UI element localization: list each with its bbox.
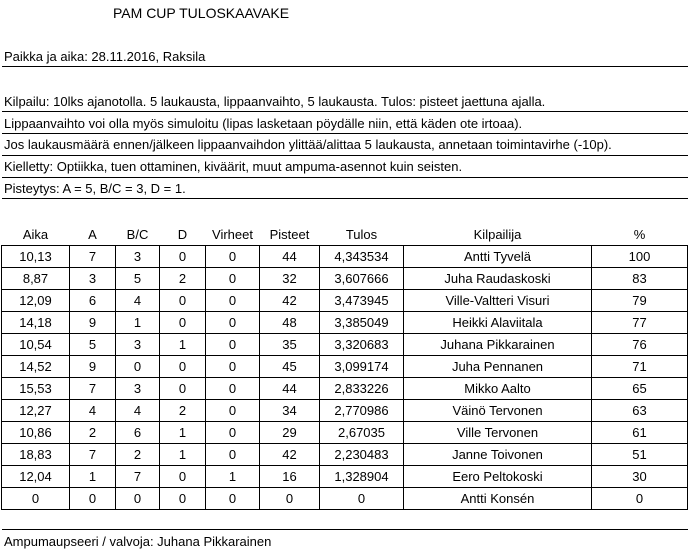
cell-d: 2 [160, 268, 206, 290]
cell-a: 7 [70, 378, 116, 400]
cell-kilpailija: Ville-Valtteri Visuri [404, 290, 592, 312]
cell-kilpailija: Mikko Aalto [404, 378, 592, 400]
table-row [2, 334, 688, 356]
cell-pisteet: 48 [260, 312, 320, 334]
cell-kilpailija: Väinö Tervonen [404, 400, 592, 422]
cell-bc: 3 [116, 334, 160, 356]
cell-percent: 0 [592, 488, 688, 510]
table-row [2, 246, 688, 268]
cell-pisteet: 42 [260, 444, 320, 466]
cell-d: 1 [160, 334, 206, 356]
cell-aika: 15,53 [2, 378, 70, 400]
cell-bc: 1 [116, 312, 160, 334]
cell-aika: 14,18 [2, 312, 70, 334]
cell-percent: 65 [592, 378, 688, 400]
cell-percent: 77 [592, 312, 688, 334]
page-title: PAM CUP TULOSKAAVAKE [113, 5, 290, 21]
header-virheet: Virheet [212, 227, 253, 242]
table-row [2, 312, 688, 334]
cell-virheet: 1 [206, 466, 260, 488]
cell-bc: 2 [116, 444, 160, 466]
cell-bc: 3 [116, 378, 160, 400]
cell-a: 0 [70, 488, 116, 510]
divider [2, 133, 688, 134]
cell-percent: 63 [592, 400, 688, 422]
cell-bc: 3 [116, 246, 160, 268]
cell-bc: 0 [116, 356, 160, 378]
cell-tulos: 3,473945 [320, 290, 404, 312]
cell-percent: 76 [592, 334, 688, 356]
cell-aika: 10,13 [2, 246, 70, 268]
cell-virheet: 0 [206, 422, 260, 444]
divider [2, 155, 688, 156]
cell-aika: 0 [2, 488, 70, 510]
cell-kilpailija: Eero Peltokoski [404, 466, 592, 488]
cell-a: 7 [70, 444, 116, 466]
cell-d: 0 [160, 466, 206, 488]
cell-pisteet: 45 [260, 356, 320, 378]
cell-pisteet: 29 [260, 422, 320, 444]
cell-d: 0 [160, 246, 206, 268]
cell-bc: 4 [116, 400, 160, 422]
cell-d: 1 [160, 444, 206, 466]
cell-pisteet: 34 [260, 400, 320, 422]
cell-aika: 18,83 [2, 444, 70, 466]
cell-tulos: 3,099174 [320, 356, 404, 378]
cell-aika: 12,04 [2, 466, 70, 488]
rule-line-3: Jos laukausmäärä ennen/jälkeen lippaanvaihdon ylittää/alittaa 5 laukausta, annetaan toimintavirhe (-10p). [4, 137, 612, 152]
cell-kilpailija: Heikki Alaviitala [404, 312, 592, 334]
cell-tulos: 2,770986 [320, 400, 404, 422]
cell-pisteet: 42 [260, 290, 320, 312]
divider [2, 66, 688, 67]
table-row [2, 356, 688, 378]
cell-tulos: 2,833226 [320, 378, 404, 400]
table-row [2, 422, 688, 444]
cell-virheet: 0 [206, 488, 260, 510]
cell-kilpailija: Ville Tervonen [404, 422, 592, 444]
cell-d: 0 [160, 290, 206, 312]
divider [2, 529, 688, 530]
cell-kilpailija: Juhana Pikkarainen [404, 334, 592, 356]
cell-a: 2 [70, 422, 116, 444]
rule-line-1: Kilpailu: 10lks ajanotolla. 5 laukausta, lippaanvaihto, 5 laukausta. Tulos: pisteet jaettuna ajalla. [4, 94, 546, 109]
cell-aika: 10,86 [2, 422, 70, 444]
cell-a: 4 [70, 400, 116, 422]
cell-tulos: 2,67035 [320, 422, 404, 444]
header-d: D [177, 227, 188, 242]
cell-kilpailija: Juha Pennanen [404, 356, 592, 378]
cell-bc: 5 [116, 268, 160, 290]
cell-percent: 71 [592, 356, 688, 378]
cell-kilpailija: Janne Toivonen [404, 444, 592, 466]
cell-a: 5 [70, 334, 116, 356]
cell-tulos: 4,343534 [320, 246, 404, 268]
header-bc: B/C [126, 227, 149, 242]
divider [2, 198, 688, 199]
divider [2, 111, 688, 112]
table-row [2, 488, 688, 510]
cell-percent: 79 [592, 290, 688, 312]
cell-a: 6 [70, 290, 116, 312]
divider [2, 177, 688, 178]
table-row [2, 378, 688, 400]
cell-percent: 61 [592, 422, 688, 444]
table-row [2, 400, 688, 422]
cell-aika: 12,27 [2, 400, 70, 422]
header-kilpailija: Kilpailija [473, 227, 522, 242]
cell-aika: 8,87 [2, 268, 70, 290]
cell-virheet: 0 [206, 444, 260, 466]
cell-kilpailija: Antti Tyvelä [404, 246, 592, 268]
rule-line-2: Lippaanvaihto voi olla myös simuloitu (lipas lasketaan pöydälle niin, että käden ote irtoaa). [4, 116, 523, 131]
cell-tulos: 3,385049 [320, 312, 404, 334]
table-row [2, 268, 688, 290]
cell-a: 9 [70, 356, 116, 378]
cell-virheet: 0 [206, 378, 260, 400]
cell-a: 7 [70, 246, 116, 268]
cell-tulos: 1,328904 [320, 466, 404, 488]
cell-d: 2 [160, 400, 206, 422]
cell-aika: 10,54 [2, 334, 70, 356]
supervisor: Ampumaupseeri / valvoja: Juhana Pikkarainen [4, 534, 272, 549]
cell-tulos: 3,320683 [320, 334, 404, 356]
rule-line-5: Pisteytys: A = 5, B/C = 3, D = 1. [4, 181, 186, 196]
cell-percent: 83 [592, 268, 688, 290]
cell-d: 0 [160, 488, 206, 510]
cell-virheet: 0 [206, 334, 260, 356]
rule-line-4: Kielletty: Optiikka, tuen ottaminen, kiväärit, muut ampuma-asennot kuin seisten. [4, 159, 463, 174]
cell-a: 3 [70, 268, 116, 290]
cell-percent: 30 [592, 466, 688, 488]
table-row [2, 444, 688, 466]
cell-d: 0 [160, 356, 206, 378]
cell-virheet: 0 [206, 312, 260, 334]
cell-virheet: 0 [206, 400, 260, 422]
table-row [2, 466, 688, 488]
cell-d: 0 [160, 312, 206, 334]
cell-bc: 7 [116, 466, 160, 488]
cell-virheet: 0 [206, 290, 260, 312]
table-header-row [2, 224, 688, 246]
cell-bc: 0 [116, 488, 160, 510]
header-percent: % [633, 227, 646, 242]
cell-kilpailija: Juha Raudaskoski [404, 268, 592, 290]
cell-percent: 51 [592, 444, 688, 466]
cell-percent: 100 [592, 246, 688, 268]
cell-pisteet: 35 [260, 334, 320, 356]
cell-tulos: 2,230483 [320, 444, 404, 466]
cell-a: 9 [70, 312, 116, 334]
cell-virheet: 0 [206, 356, 260, 378]
cell-bc: 4 [116, 290, 160, 312]
cell-tulos: 0 [320, 488, 404, 510]
cell-d: 0 [160, 378, 206, 400]
place-date: Paikka ja aika: 28.11.2016, Raksila [4, 49, 206, 64]
cell-virheet: 0 [206, 268, 260, 290]
cell-aika: 14,52 [2, 356, 70, 378]
cell-virheet: 0 [206, 246, 260, 268]
cell-aika: 12,09 [2, 290, 70, 312]
cell-pisteet: 44 [260, 246, 320, 268]
header-tulos: Tulos [345, 227, 378, 242]
header-aika: Aika [22, 227, 49, 242]
table-row [2, 290, 688, 312]
header-pisteet: Pisteet [269, 227, 310, 242]
cell-pisteet: 44 [260, 378, 320, 400]
results-table [1, 224, 688, 510]
cell-d: 1 [160, 422, 206, 444]
cell-pisteet: 32 [260, 268, 320, 290]
header-a: A [88, 227, 97, 242]
cell-pisteet: 16 [260, 466, 320, 488]
cell-kilpailija: Antti Konsén [404, 488, 592, 510]
cell-a: 1 [70, 466, 116, 488]
cell-tulos: 3,607666 [320, 268, 404, 290]
cell-pisteet: 0 [260, 488, 320, 510]
cell-bc: 6 [116, 422, 160, 444]
